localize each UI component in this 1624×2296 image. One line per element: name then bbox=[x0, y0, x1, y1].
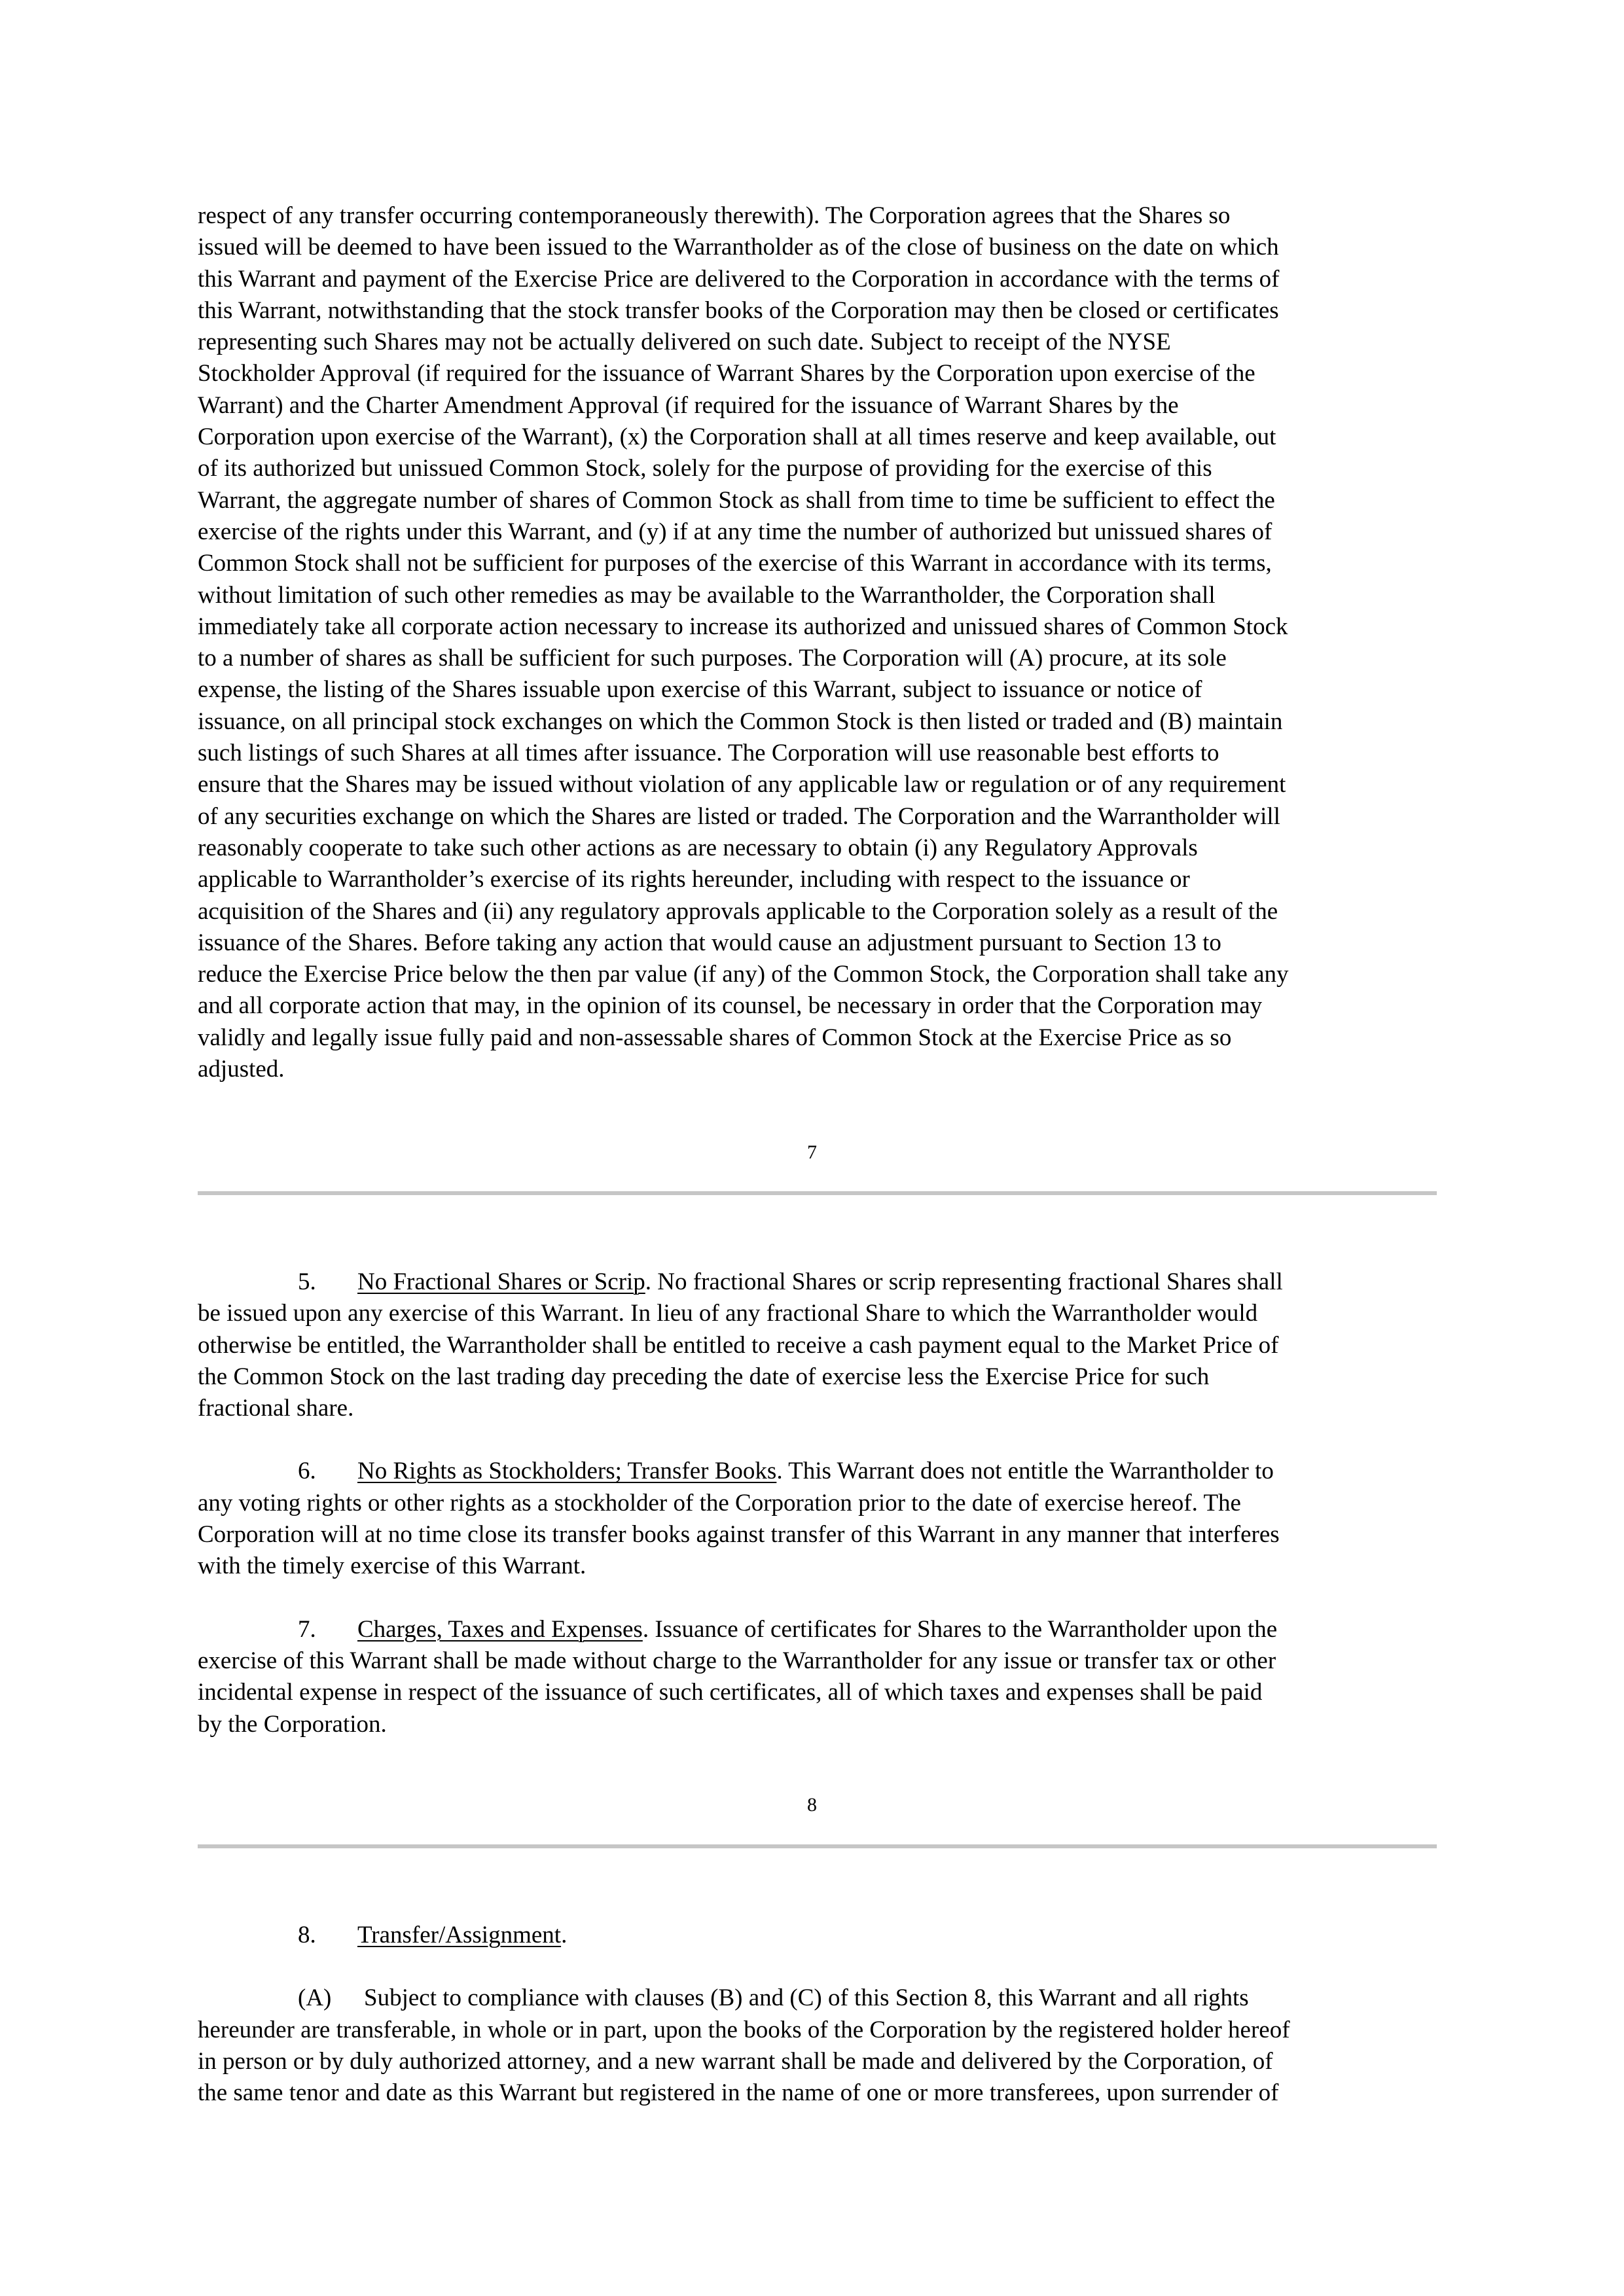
clause-a-first-line bbox=[198, 1982, 1437, 2014]
section-8-heading-line bbox=[198, 1920, 1437, 1951]
text-fragment: . bbox=[561, 1922, 568, 1948]
section-8-first-line bbox=[198, 1920, 1437, 1951]
text-fragment: . No fractional Shares or scrip representing fractional Shares shall bbox=[645, 1268, 1283, 1295]
text-line: otherwise be entitled, the Warrantholder shall be entitled to receive a cash payment equal to the Market Price of bbox=[198, 1331, 1279, 1359]
text-line: the Common Stock on the last trading day preceding the date of exercise less the Exercise Price for such bbox=[198, 1363, 1210, 1390]
page-8-sections bbox=[198, 1266, 1437, 1740]
section-number: 6. bbox=[298, 1458, 316, 1485]
text-line: with the timely exercise of this Warrant. bbox=[198, 1552, 586, 1580]
clause-label: (A) bbox=[298, 1984, 332, 2012]
text-line: and all corporate action that may, in the opinion of its counsel, be necessary in order that the Corporation may bbox=[198, 992, 1263, 1020]
text-line: Stockholder Approval (if required for the issuance of Warrant Shares by the Corporation upon exercise of the bbox=[198, 360, 1255, 387]
text-line: exercise of the rights under this Warrant, and (y) if at any time the number of authorized but unissued shares of bbox=[198, 518, 1272, 545]
page-break-divider bbox=[198, 1844, 1437, 1848]
section-6-paragraph bbox=[198, 1456, 1437, 1582]
text-line: immediately take all corporate action necessary to increase its authorized and unissued shares of Common Stock bbox=[198, 613, 1288, 640]
text-line: by the Corporation. bbox=[198, 1710, 387, 1738]
text-line: such listings of such Shares at all times after issuance. The Corporation will use reasonable best efforts to bbox=[198, 740, 1219, 767]
page-break-divider bbox=[198, 1191, 1437, 1195]
text-line: of any securities exchange on which the Shares are listed or traded. The Corporation and the Warrantholder will bbox=[198, 802, 1280, 830]
text-line: Corporation will at no time close its transfer books against transfer of this Warrant in any manner that interferes bbox=[198, 1521, 1280, 1549]
text-line: validly and legally issue fully paid and non-assessable shares of Common Stock at the Exercise Price as so bbox=[198, 1024, 1232, 1051]
text-line: respect of any transfer occurring contemporaneously therewith). The Corporation agrees that the Shares so bbox=[198, 202, 1231, 229]
text-line: adjusted. bbox=[198, 1056, 285, 1083]
section-number: 5. bbox=[298, 1268, 316, 1295]
section-number: 7. bbox=[298, 1615, 316, 1643]
text-line: reasonably cooperate to take such other actions as are necessary to obtain (i) any Regulatory Approvals bbox=[198, 834, 1198, 861]
section-6-first-line bbox=[198, 1456, 1437, 1487]
section-number: 8. bbox=[298, 1922, 316, 1948]
section-heading: Charges, Taxes and Expenses bbox=[357, 1615, 643, 1643]
text-line: to a number of shares as shall be sufficient for such purposes. The Corporation will (A) procure, at its sole bbox=[198, 645, 1227, 672]
text-fragment: . This Warrant does not entitle the Warrantholder to bbox=[776, 1458, 1274, 1485]
section-7-paragraph bbox=[198, 1614, 1437, 1740]
text-line: acquisition of the Shares and (ii) any regulatory approvals applicable to the Corporation solely as a result of the bbox=[198, 897, 1278, 925]
page-number: 8 bbox=[807, 1794, 817, 1816]
section-heading: No Fractional Shares or Scrip bbox=[357, 1268, 645, 1295]
text-fragment: Subject to compliance with clauses (B) and (C) of this Section 8, this Warrant and all rights bbox=[364, 1984, 1249, 2012]
text-line: this Warrant and payment of the Exercise Price are delivered to the Corporation in accordance with the terms of bbox=[198, 265, 1280, 293]
text-line: ensure that the Shares may be issued without violation of any applicable law or regulation or of any requirement bbox=[198, 771, 1286, 798]
text-line: hereunder are transferable, in whole or in part, upon the books of the Corporation by the registered holder hereof bbox=[198, 2016, 1290, 2043]
text-line: incidental expense in respect of the issuance of such certificates, all of which taxes and expenses shall be paid bbox=[198, 1679, 1263, 1706]
section-heading: No Rights as Stockholders; Transfer Books bbox=[357, 1458, 777, 1485]
text-line: Warrant) and the Charter Amendment Approval (if required for the issuance of Warrant Shares by the bbox=[198, 391, 1179, 419]
text-line: fractional share. bbox=[198, 1395, 354, 1422]
section-7-first-line bbox=[198, 1614, 1437, 1645]
text-line: Warrant, the aggregate number of shares of Common Stock as shall from time to time be sufficient to effect the bbox=[198, 486, 1275, 514]
continuation-paragraph bbox=[198, 200, 1437, 1085]
text-line: issuance of the Shares. Before taking any action that would cause an adjustment pursuant to Section 13 to bbox=[198, 929, 1221, 956]
section-5-first-line bbox=[198, 1266, 1437, 1298]
text-line: any voting rights or other rights as a stockholder of the Corporation prior to the date of exercise hereof. The bbox=[198, 1489, 1241, 1516]
section-5-paragraph bbox=[198, 1266, 1437, 1424]
page-7-continuation-paragraph bbox=[198, 200, 1437, 1085]
text-fragment: . Issuance of certificates for Shares to the Warrantholder upon the bbox=[642, 1615, 1278, 1643]
text-line: the same tenor and date as this Warrant but registered in the name of one or more transferees, upon surrender of bbox=[198, 2079, 1279, 2107]
text-line: of its authorized but unissued Common Stock, solely for the purpose of providing for the exercise of this bbox=[198, 455, 1212, 482]
page-number: 7 bbox=[807, 1141, 817, 1163]
clause-a-paragraph bbox=[198, 1982, 1437, 2109]
page-9-section-8 bbox=[198, 1920, 1437, 2109]
text-line: exercise of this Warrant shall be made without charge to the Warrantholder for any issue or transfer tax or other bbox=[198, 1647, 1276, 1674]
text-line: expense, the listing of the Shares issuable upon exercise of this Warrant, subject to issuance or notice of bbox=[198, 676, 1202, 704]
text-line: representing such Shares may not be actually delivered on such date. Subject to receipt of the NYSE bbox=[198, 329, 1171, 356]
text-line: issuance, on all principal stock exchanges on which the Common Stock is then listed or traded and (B) maintain bbox=[198, 708, 1283, 735]
text-line: issued will be deemed to have been issued to the Warrantholder as of the close of business on the date on which bbox=[198, 234, 1279, 261]
text-line: without limitation of such other remedies as may be available to the Warrantholder, the Corporation shall bbox=[198, 581, 1216, 609]
text-line: be issued upon any exercise of this Warrant. In lieu of any fractional Share to which the Warrantholder would bbox=[198, 1300, 1258, 1327]
text-line: this Warrant, notwithstanding that the stock transfer books of the Corporation may then be closed or certificates bbox=[198, 296, 1279, 324]
text-line: in person or by duly authorized attorney, and a new warrant shall be made and delivered by the Corporation, of bbox=[198, 2047, 1273, 2075]
text-line: applicable to Warrantholder’s exercise of its rights hereunder, including with respect to the issuance or bbox=[198, 866, 1190, 893]
text-line: Corporation upon exercise of the Warrant), (x) the Corporation shall at all times reserve and keep available, out bbox=[198, 423, 1276, 451]
text-line: reduce the Exercise Price below the then par value (if any) of the Common Stock, the Corporation shall take any bbox=[198, 961, 1289, 988]
section-heading: Transfer/Assignment bbox=[357, 1922, 562, 1948]
text-line: Common Stock shall not be sufficient for purposes of the exercise of this Warrant in accordance with its terms, bbox=[198, 550, 1272, 577]
